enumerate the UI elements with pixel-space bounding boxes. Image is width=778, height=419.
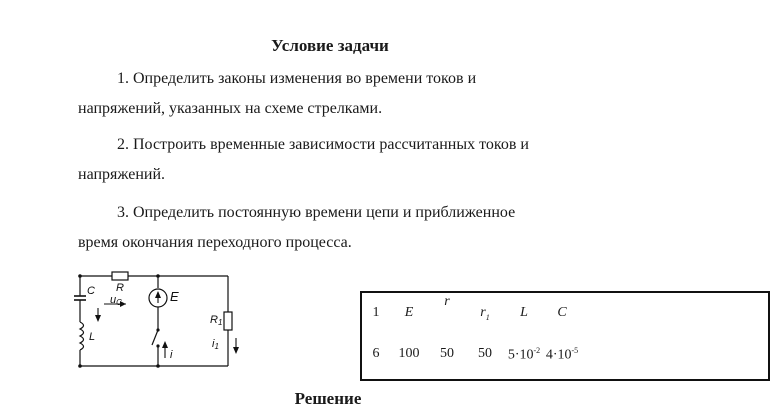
circuit-diagram <box>70 266 240 376</box>
item-2-line-1: 2. Построить временные зависимости рассчитанных токов и <box>117 136 529 153</box>
cell-e: 100 <box>398 346 420 361</box>
label-i1: i1 <box>212 338 219 351</box>
cell-l: $5\cdot 10^{-2}$ <box>507 346 541 363</box>
header-r1: $r_1$ <box>480 305 490 322</box>
item-3-line-1: 3. Определить постоянную времени цепи и приближенное <box>117 204 516 221</box>
item-3-line-2: время окончания переходного процесса. <box>78 234 352 251</box>
label-r1: R1 <box>210 314 223 327</box>
label-uc: uC <box>110 294 122 307</box>
header-r: r <box>444 294 450 309</box>
item-1-line-1: 1. Определить законы изменения во времени токов и <box>117 70 477 87</box>
header-e: E <box>404 305 414 320</box>
header-c: C <box>557 305 567 320</box>
item-1-line-2: напряжений, указанных на схеме стрелками. <box>78 100 383 117</box>
header-l: L <box>520 305 528 320</box>
label-r: R <box>116 282 124 294</box>
solution-heading: Решение <box>294 389 362 408</box>
cell-c: $4\cdot 10^{-5}$ <box>545 346 579 363</box>
label-e: E <box>170 289 179 304</box>
cell-r: 50 <box>440 346 454 361</box>
header-variant: 1 <box>372 305 380 320</box>
label-c: C <box>87 285 95 297</box>
cell-r1: 50 <box>478 346 492 361</box>
item-2-line-2: напряжений. <box>78 166 166 183</box>
task-heading: Условие задачи <box>271 36 389 55</box>
parameters-table <box>360 291 770 381</box>
cell-variant: 6 <box>372 346 380 361</box>
label-i: i <box>170 349 173 361</box>
label-l: L <box>89 331 96 343</box>
